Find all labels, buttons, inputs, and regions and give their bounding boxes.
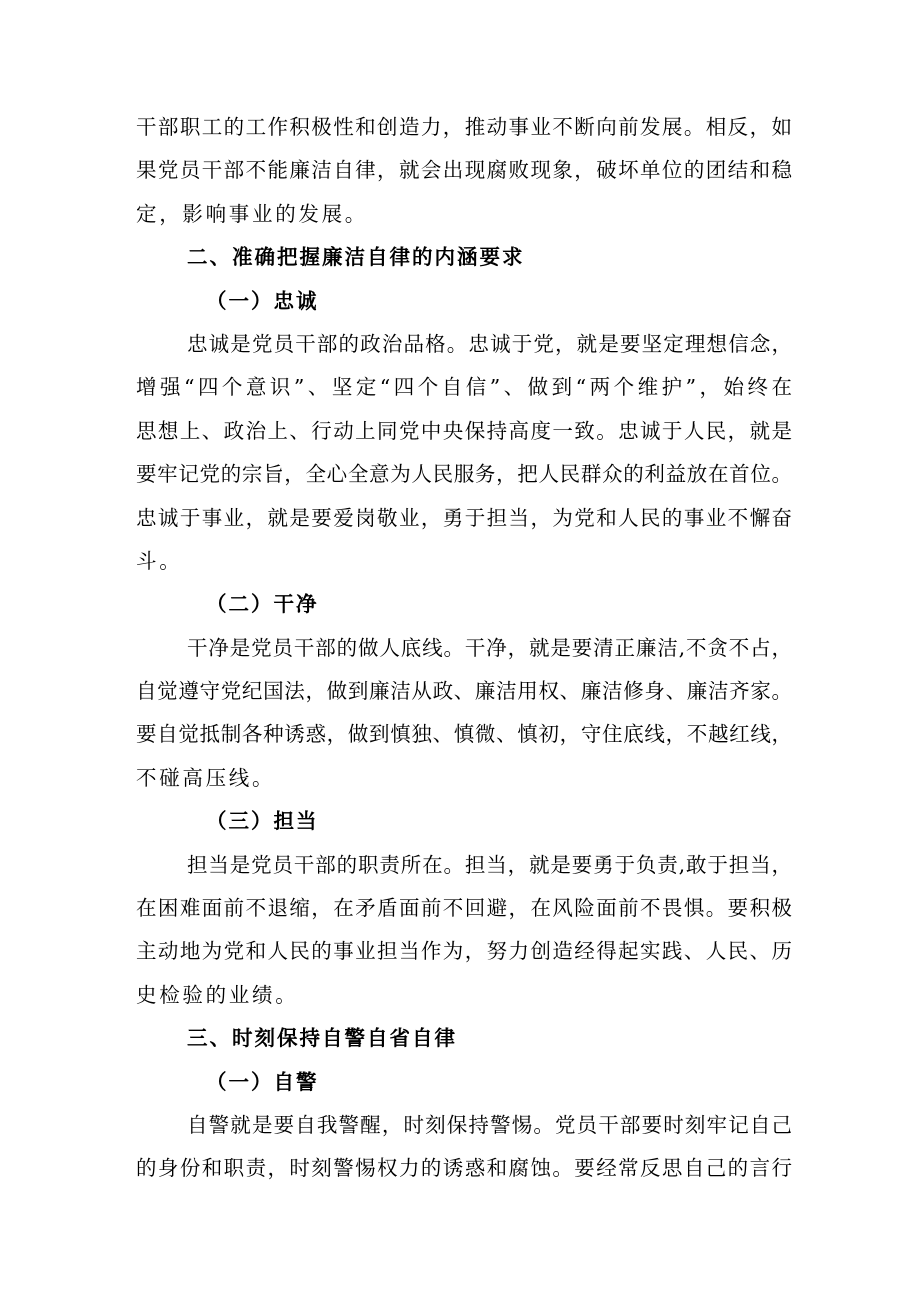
section-heading-2: 二、准确把握廉洁自律的内涵要求 (187, 245, 525, 270)
body-text-line: 的身份和职责，时刻警惕权力的诱惑和腐蚀。要经常反思自己的言行 (136, 1156, 792, 1181)
subsection-heading-self-alert: （一）自警 (206, 1069, 319, 1094)
body-text-line: 思想上、政治上、行动上同党中央保持高度一致。忠诚于人民，就是 (136, 418, 792, 443)
subsection-heading-responsibility: （三）担当 (206, 809, 319, 834)
body-text-line: 斗。 (136, 548, 183, 573)
body-text-line: 要牢记党的宗旨，全心全意为人民服务，把人民群众的利益放在首位。 (136, 462, 792, 487)
subsection-heading-clean: （二）干净 (206, 592, 319, 617)
body-text-line: 史检验的业绩。 (136, 982, 299, 1007)
body-text-line: 不碰高压线。 (136, 765, 276, 790)
subsection-heading-loyalty: （一）忠诚 (206, 288, 319, 313)
body-text-line: 在困难面前不退缩，在矛盾面前不回避，在风险面前不畏惧。要积极 (136, 896, 792, 921)
body-text-line: 增强“四个意识”、坚定“四个自信”、做到“两个维护”，始终在 (136, 375, 792, 400)
body-text-line: 干部职工的工作积极性和创造力，推动事业不断向前发展。相反，如 (136, 115, 792, 139)
body-text-line: 要自觉抵制各种诱惑，做到慎独、慎微、慎初，守住底线，不越红线， (136, 722, 792, 747)
body-text-line: 主动地为党和人民的事业担当作为，努力创造经得起实践、人民、历 (136, 939, 792, 964)
section-heading-3: 三、时刻保持自警自省自律 (187, 1026, 457, 1051)
body-text-line: 干净是党员干部的做人底线。干净，就是要清正廉洁,不贪不占， (187, 635, 792, 660)
body-text-line: 定，影响事业的发展。 (136, 201, 368, 226)
body-text-line: 自觉遵守党纪国法，做到廉洁从政、廉洁用权、廉洁修身、廉洁齐家。 (136, 679, 792, 704)
document-page (136, 106, 792, 1191)
body-text-line: 自警就是要自我警醒，时刻保持警惕。党员干部要时刻牢记自己 (187, 1112, 792, 1137)
body-text-line: 忠诚是党员干部的政治品格。忠诚于党，就是要坚定理想信念， (187, 331, 792, 356)
body-text-line: 担当是党员干部的职责所在。担当，就是要勇于负责,敢于担当， (187, 852, 792, 877)
body-text-line: 果党员干部不能廉洁自律，就会出现腐败现象，破坏单位的团结和稳 (136, 158, 792, 183)
body-text-line: 忠诚于事业，就是要爱岗敬业，勇于担当，为党和人民的事业不懈奋 (136, 505, 792, 530)
